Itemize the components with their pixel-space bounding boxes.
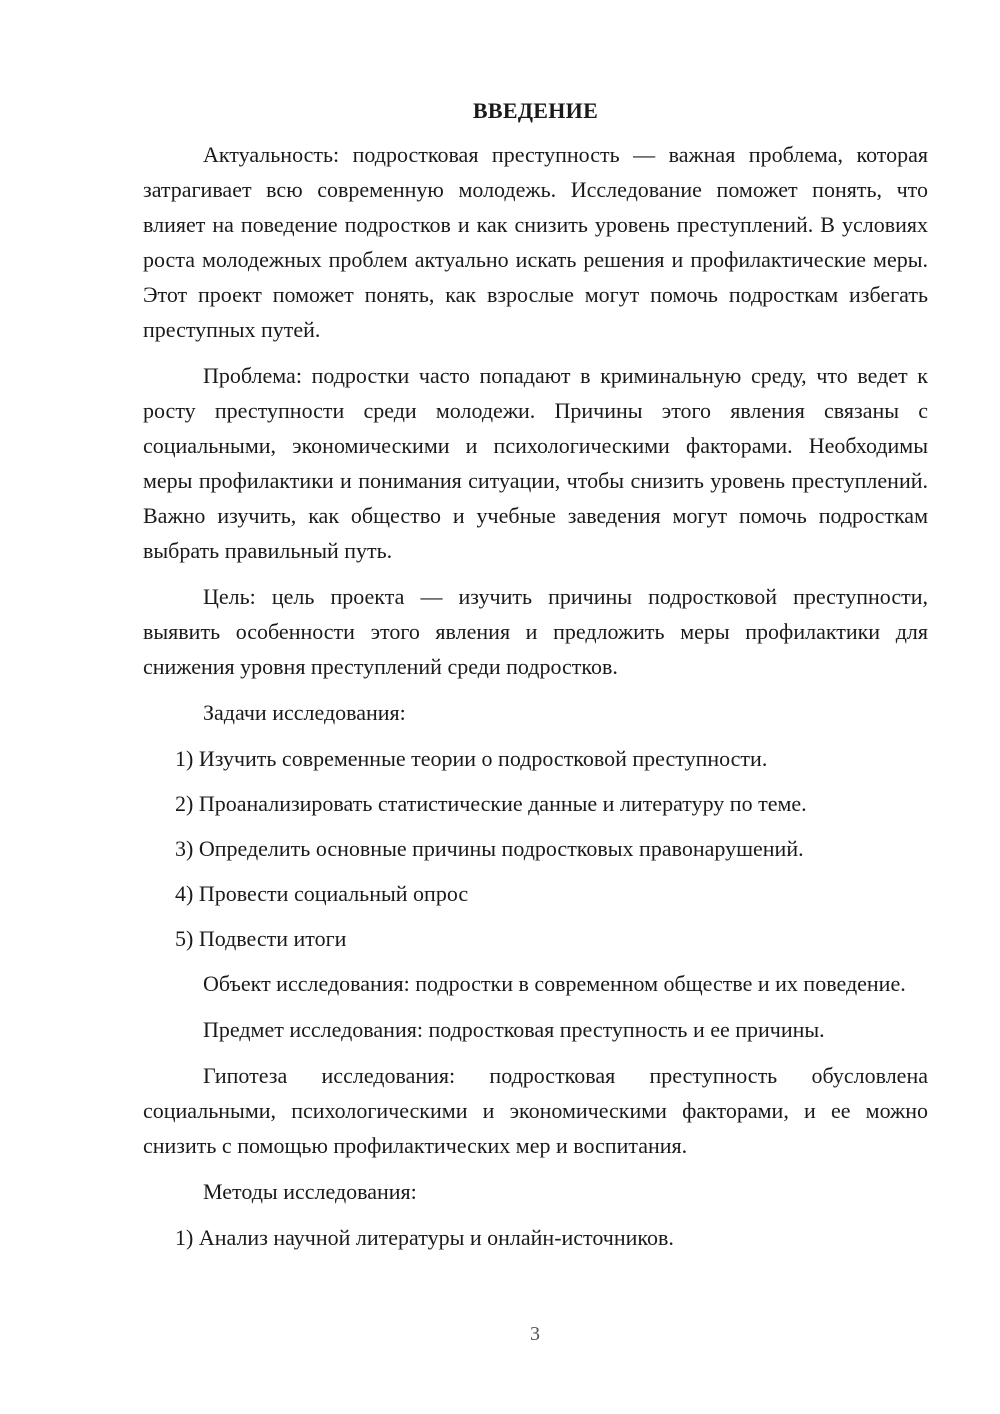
tasks-list (143, 741, 928, 956)
document-page (143, 95, 928, 1265)
list-item: 2) Проанализировать статистические данные и литературу по теме. (175, 791, 807, 816)
page-title: ВВЕДЕНИЕ (472, 98, 599, 123)
tasks-heading: Задачи исследования: (203, 700, 406, 725)
methods-heading: Методы исследования: (203, 1179, 417, 1204)
hypothesis-paragraph: Гипотеза исследования: подростковая преступность обусловлена социальными, психологическими и экономическими факторами, и ее можно снизить с помощью профилактических мер и воспитания. (143, 1063, 928, 1158)
list-item: 3) Определить основные причины подростковых правонарушений. (175, 836, 804, 861)
list-item: 5) Подвести итоги (175, 926, 347, 951)
list-item: 1) Анализ научной литературы и онлайн-источников. (175, 1225, 674, 1250)
page-number: 3 (530, 1323, 540, 1345)
problem-paragraph: Проблема: подростки часто попадают в криминальную среду, что ведет к росту преступности среди молодежи. Причины этого явления связаны с социальными, экономическими и психологическими факторами. Необходимы меры профилактики и понимания ситуации, чтобы снизить уровень преступлений. Важно изучить, как общество и учебные заведения могут помочь подросткам выбрать правильный путь. (143, 363, 928, 563)
subject-paragraph: Предмет исследования: подростковая преступность и ее причины. (203, 1017, 825, 1042)
list-item: 1) Изучить современные теории о подростковой преступности. (175, 746, 768, 771)
relevance-paragraph: Актуальность: подростковая преступность — важная проблема, которая затрагивает всю современную молодежь. Исследование поможет понять, что влияет на поведение подростков и как снизить уровень преступлений. В условиях роста молодежных проблем актуально искать решения и профилактические меры. Этот проект поможет понять, как взрослые могут помочь подросткам избегать преступных путей. (143, 142, 928, 342)
methods-list (143, 1220, 928, 1255)
object-paragraph: Объект исследования: подростки в современном обществе и их поведение. (203, 971, 906, 996)
goal-paragraph: Цель: цель проекта — изучить причины подростковой преступности, выявить особенности этого явления и предложить меры профилактики для снижения уровня преступлений среди подростков. (143, 584, 928, 679)
list-item: 4) Провести социальный опрос (175, 881, 469, 906)
